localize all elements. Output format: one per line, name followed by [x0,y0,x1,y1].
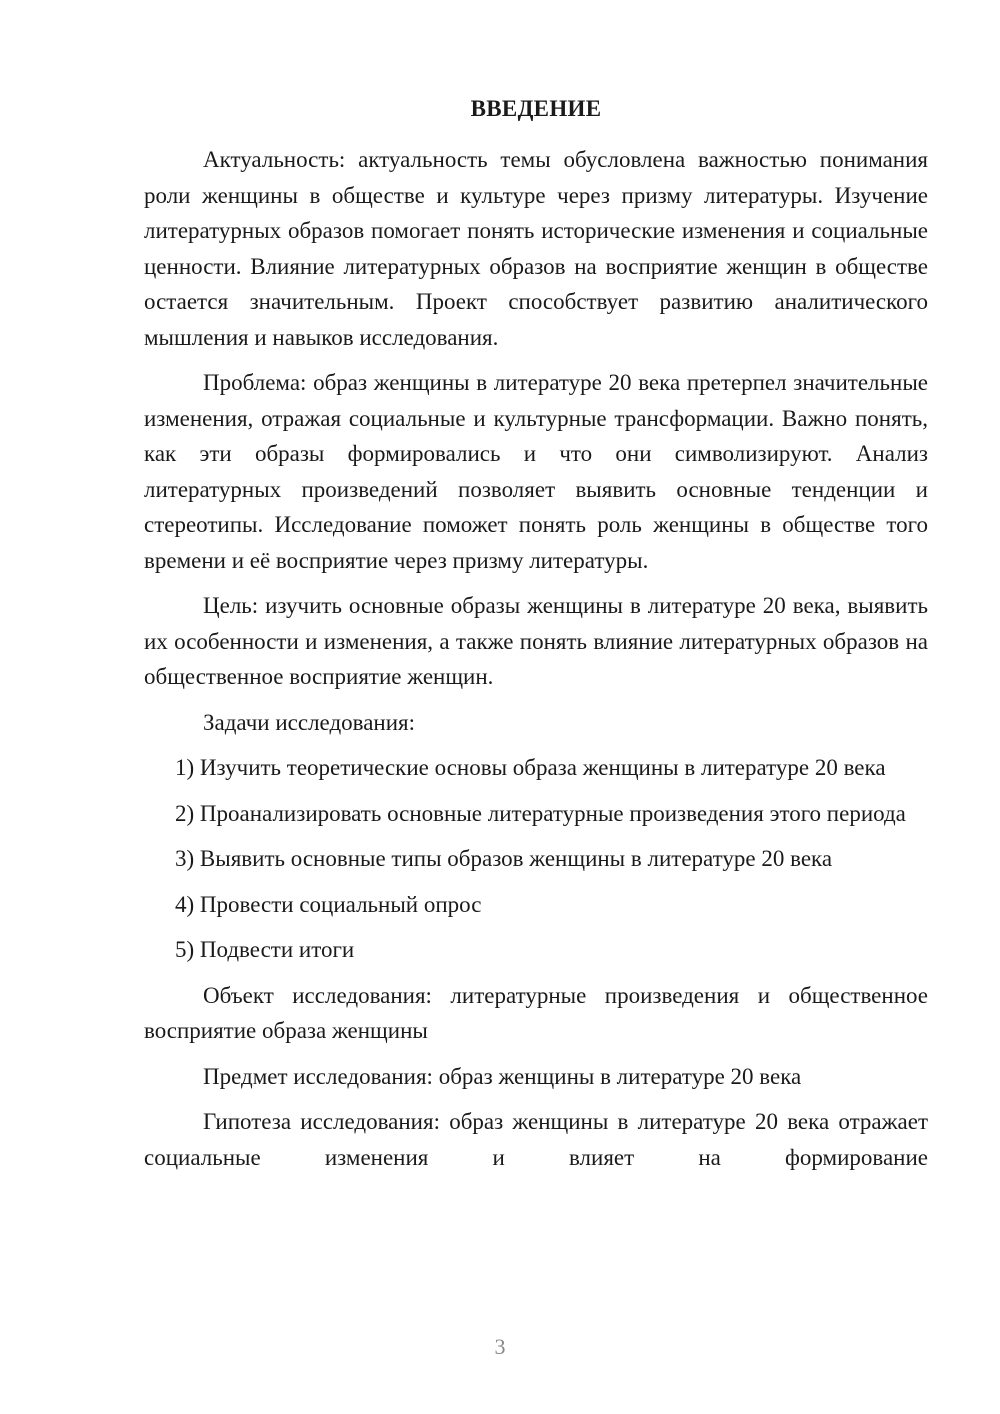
tasks-heading: Задачи исследования: [203,709,416,735]
object-paragraph: Объект исследования: литературные произведения и общественное восприятие образа женщины [144,982,928,1043]
page-title: ВВЕДЕНИЕ [470,96,602,121]
relevance-paragraph: Актуальность: актуальность темы обусловлена важностью понимания роли женщины в обществе и культуре через призму литературы. Изучение литературных образов помогает понять исторические изменения и социальные ценности. Влияние литературных образов на восприятие женщин в обществе остается значительным. Проект способствует развитию аналитического мышления и навыков исследования. [144,147,928,350]
task-item: 2) Проанализировать основные литературные произведения этого периода [175,800,906,826]
task-item: 4) Провести социальный опрос [175,891,482,917]
goal-paragraph: Цель: изучить основные образы женщины в литературе 20 века, выявить их особенности и изменения, а также понять влияние литературных образов на общественное восприятие женщин. [144,593,928,689]
document-page [144,96,928,1185]
hypothesis-paragraph: Гипотеза исследования: образ женщины в литературе 20 века отражает социальные изменения и влияет на формирование [144,1109,928,1170]
subject-paragraph: Предмет исследования: образ женщины в литературе 20 века [203,1063,802,1089]
task-item: 5) Подвести итоги [175,937,355,962]
page-number: 3 [494,1334,506,1359]
problem-paragraph: Проблема: образ женщины в литературе 20 века претерпел значительные изменения, отражая социальные и культурные трансформации. Важно понять, как эти образы формировались и что они символизируют. Анализ литературных произведений позволяет выявить основные тенденции и стереотипы. Исследование поможет понять роль женщины в обществе того времени и её восприятие через призму литературы. [144,370,928,573]
task-item: 3) Выявить основные типы образов женщины в литературе 20 века [175,846,833,871]
task-item: 1) Изучить теоретические основы образа женщины в литературе 20 века [175,755,886,780]
